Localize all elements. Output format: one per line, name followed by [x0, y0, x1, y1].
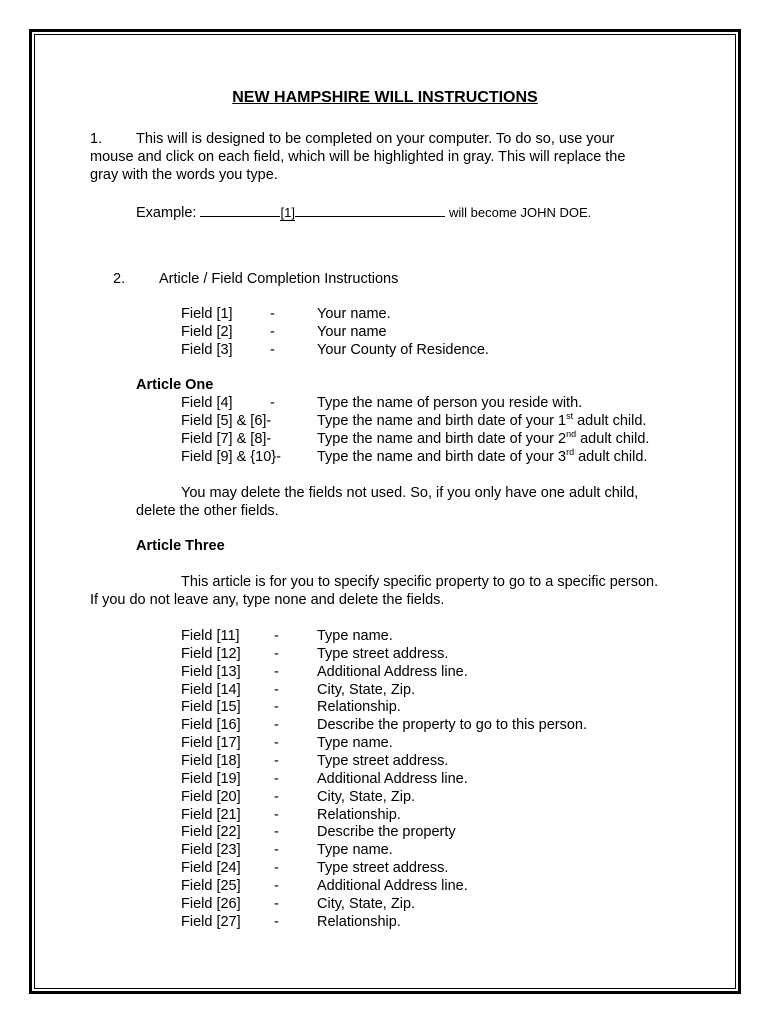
field-label: Field [5] & [6]-	[181, 413, 272, 429]
field-description: Your name	[317, 324, 387, 340]
article-one-note-line-2: delete the other fields.	[136, 503, 279, 519]
example-row	[136, 202, 591, 222]
field-description: Relationship.	[317, 914, 401, 930]
field-description: Additional Address line.	[317, 771, 468, 787]
field-description: Type name.	[317, 842, 393, 858]
example-label: Example:	[136, 205, 197, 221]
field-label: Field [11]	[181, 628, 240, 644]
field-description: Type street address.	[317, 753, 449, 769]
field-label: Field [4]	[181, 395, 233, 411]
field-description: Describe the property	[317, 824, 456, 840]
field-dash: -	[270, 395, 275, 411]
field-description: Additional Address line.	[317, 878, 468, 894]
field-dash: -	[274, 771, 279, 787]
field-label: Field [23]	[181, 842, 241, 858]
field-label: Field [21]	[181, 807, 241, 823]
desc-text: adult child.	[573, 413, 647, 429]
article-one-heading: Article One	[136, 377, 214, 393]
field-description	[317, 412, 646, 430]
field-label: Field [26]	[181, 896, 241, 912]
ordinal-suffix: rd	[566, 447, 575, 458]
field-dash: -	[270, 324, 275, 340]
desc-text: adult child.	[574, 449, 648, 465]
field-description: Type street address.	[317, 646, 449, 662]
field-label: Field [16]	[181, 717, 241, 733]
field-dash: -	[270, 306, 275, 322]
field-label: Field [12]	[181, 646, 241, 662]
ordinal-suffix: nd	[566, 429, 577, 440]
field-dash: -	[274, 646, 279, 662]
field-label: Field [24]	[181, 860, 241, 876]
field-description: Type the name of person you reside with.	[317, 395, 583, 411]
item-2-number: 2.	[113, 271, 126, 287]
field-description: Type name.	[317, 628, 393, 644]
field-label: Field [3]	[181, 342, 233, 358]
field-dash: -	[274, 699, 279, 715]
field-dash: -	[270, 342, 275, 358]
article-three-intro-line-2: If you do not leave any, type none and delete the fields.	[90, 592, 445, 608]
example-result: will become JOHN DOE.	[448, 205, 592, 220]
field-description: Your County of Residence.	[317, 342, 489, 358]
document-title: NEW HAMPSHIRE WILL INSTRUCTIONS	[232, 89, 538, 106]
field-description: City, State, Zip.	[317, 682, 416, 698]
field-description: Additional Address line.	[317, 664, 468, 680]
field-dash: -	[274, 789, 279, 805]
field-dash: -	[274, 896, 279, 912]
item-1-number: 1.	[90, 131, 103, 147]
article-three-intro-line-1: This article is for you to specify specific property to go to a specific person.	[181, 574, 659, 590]
field-description: Relationship.	[317, 807, 401, 823]
field-dash: -	[274, 682, 279, 698]
field-label: Field [18]	[181, 753, 241, 769]
field-description: Your name.	[317, 306, 391, 322]
field-description: Relationship.	[317, 699, 401, 715]
article-one-note-line-1: You may delete the fields not used. So, if you only have one adult child,	[181, 485, 639, 501]
field-label: Field [1]	[181, 306, 233, 322]
article-three-heading: Article Three	[136, 538, 225, 554]
item-1-line-1: This will is designed to be completed on your computer. To do so, use your	[136, 131, 615, 147]
field-label: Field [17]	[181, 735, 241, 751]
field-label: Field [9] & {10}-	[181, 449, 281, 465]
field-label: Field [27]	[181, 914, 241, 930]
field-dash: -	[274, 914, 279, 930]
field-dash: -	[274, 860, 279, 876]
field-dash: -	[274, 628, 279, 644]
example-blank-right	[295, 202, 445, 217]
field-label: Field [14]	[181, 682, 241, 698]
field-label: Field [7] & [8]-	[181, 431, 272, 447]
desc-text: Type the name and birth date of your 2	[317, 431, 567, 447]
field-description: Type street address.	[317, 860, 449, 876]
field-dash: -	[274, 878, 279, 894]
item-1-line-3: gray with the words you type.	[90, 167, 278, 183]
item-1-line-2: mouse and click on each field, which will be highlighted in gray. This will replace the	[90, 149, 626, 165]
field-dash: -	[274, 807, 279, 823]
field-dash: -	[274, 842, 279, 858]
field-label: Field [2]	[181, 324, 233, 340]
desc-text: adult child.	[576, 431, 650, 447]
field-label: Field [13]	[181, 664, 241, 680]
field-dash: -	[274, 824, 279, 840]
field-description	[317, 430, 649, 448]
field-dash: -	[274, 717, 279, 733]
desc-text: Type the name and birth date of your 1	[317, 413, 567, 429]
field-description: City, State, Zip.	[317, 789, 416, 805]
field-description: Type name.	[317, 735, 393, 751]
item-2-heading: Article / Field Completion Instructions	[159, 271, 399, 287]
desc-text: Type the name and birth date of your 3	[317, 449, 567, 465]
field-dash: -	[274, 753, 279, 769]
field-dash: -	[274, 664, 279, 680]
field-label: Field [19]	[181, 771, 241, 787]
example-field-marker: [1]	[280, 205, 295, 220]
example-blank-left	[200, 202, 280, 217]
field-dash: -	[274, 735, 279, 751]
field-label: Field [22]	[181, 824, 241, 840]
field-description: City, State, Zip.	[317, 896, 416, 912]
field-label: Field [15]	[181, 699, 241, 715]
field-label: Field [20]	[181, 789, 241, 805]
field-description	[317, 448, 647, 466]
field-description: Describe the property to go to this person.	[317, 717, 588, 733]
ordinal-suffix: st	[566, 411, 574, 422]
field-label: Field [25]	[181, 878, 241, 894]
